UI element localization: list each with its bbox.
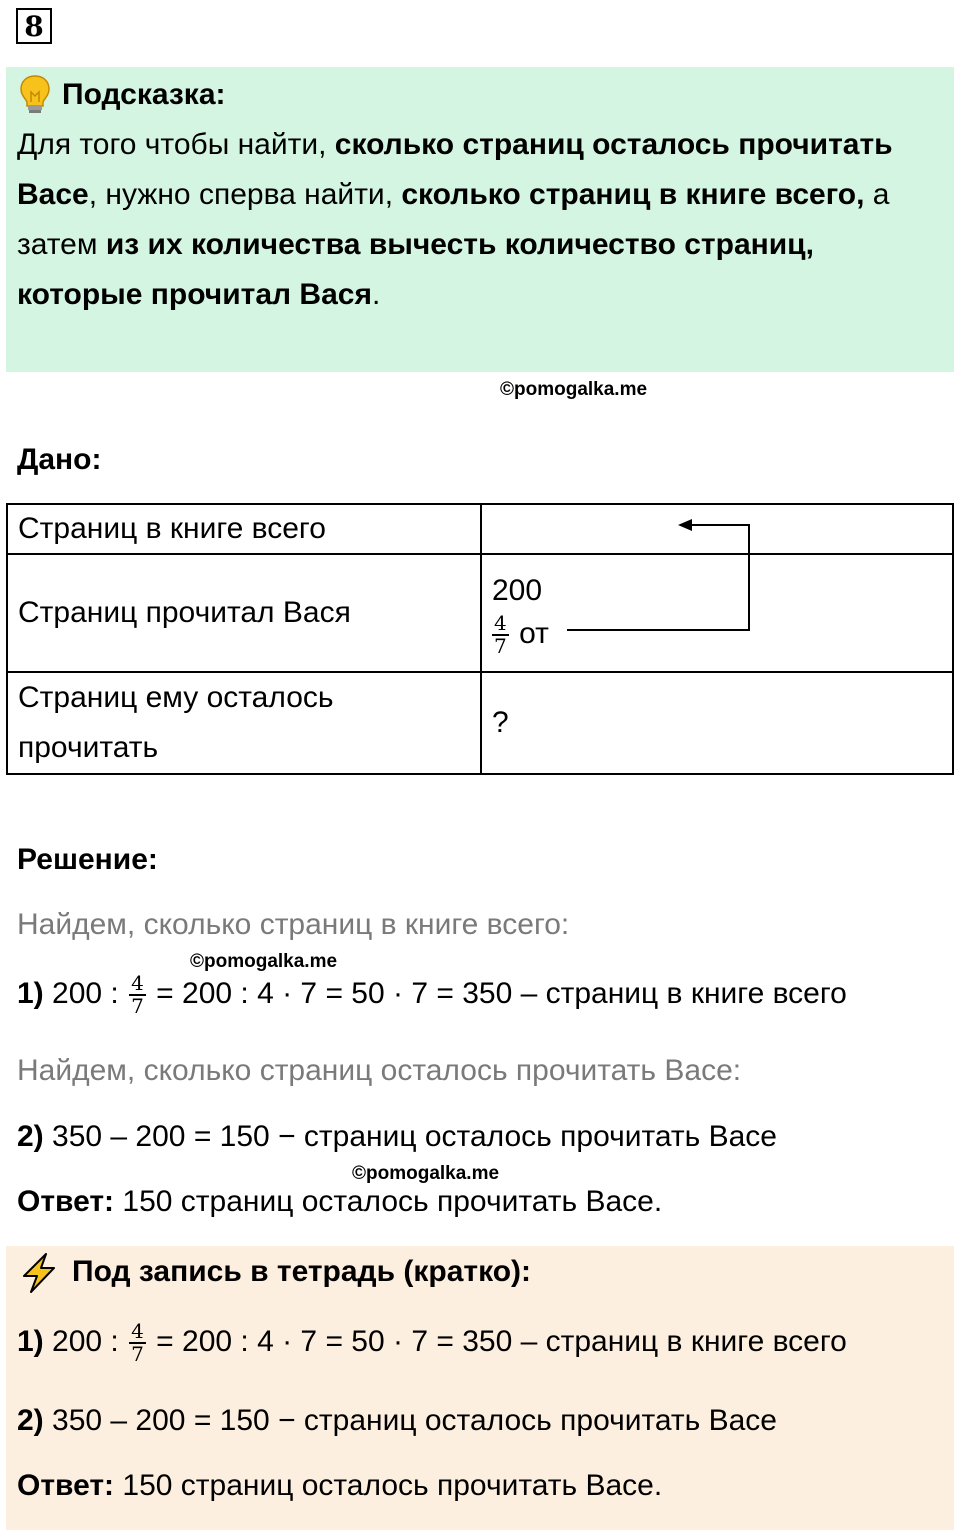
solution-intro-2: Найдем, сколько страниц осталось прочитать Васе: bbox=[17, 1054, 742, 1087]
given-title: Дано: bbox=[17, 443, 102, 476]
table-row bbox=[7, 672, 953, 774]
table-cell-label: Страниц в книге всего bbox=[7, 504, 481, 554]
notebook-answer: Ответ: 150 страниц осталось прочитать Васе. bbox=[17, 1469, 663, 1502]
watermark: ©pomogalka.me bbox=[500, 379, 648, 400]
solution-step-2: 2) 350 – 200 = 150 − страниц осталось прочитать Васе bbox=[17, 1120, 777, 1153]
fraction: $\frac{4}{7}$ bbox=[131, 971, 144, 1018]
pages-read-value: 200 bbox=[492, 574, 543, 607]
watermark: ©pomogalka.me bbox=[190, 951, 338, 972]
hint-text: Для того чтобы найти, сколько страниц осталось прочитать Васе, нужно сперва найти, сколько страниц в книге всего, а затем из их количества вычесть количество страниц, которые прочитал Вася. bbox=[17, 128, 893, 311]
lightning-icon bbox=[18, 1252, 60, 1294]
task-number: 8 bbox=[16, 8, 52, 44]
solution-intro-1: Найдем, сколько страниц в книге всего: bbox=[17, 908, 570, 941]
fraction: $\frac{4}{7}$ bbox=[131, 1319, 144, 1366]
table-row bbox=[7, 554, 953, 672]
hint-title: Подсказка: bbox=[62, 78, 226, 111]
solution-title: Решение: bbox=[17, 843, 158, 876]
notebook-title: Под запись в тетрадь (кратко): bbox=[72, 1255, 532, 1288]
table-row bbox=[7, 504, 953, 554]
solution-answer: Ответ: 150 страниц осталось прочитать Васе. bbox=[17, 1185, 663, 1218]
given-table bbox=[6, 503, 954, 775]
table-cell-label: Страниц ему осталось прочитать bbox=[7, 672, 481, 774]
notebook-step-1: 1) 200 : $\frac{4}{7}$ = 200 : 4 · 7 = 50 · 7 = 350 – страниц в книге всего bbox=[17, 1319, 847, 1366]
watermark: ©pomogalka.me bbox=[352, 1163, 500, 1184]
fraction: $\frac{4}{7}$ bbox=[494, 611, 507, 658]
arrow-connector bbox=[560, 512, 760, 637]
solution-step-1: 1) 200 : $\frac{4}{7}$ = 200 : 4 · 7 = 50 · 7 = 350 – страниц в книге всего bbox=[17, 971, 847, 1018]
lightbulb-icon bbox=[18, 74, 52, 116]
table-cell-label: Страниц прочитал Вася bbox=[7, 554, 481, 672]
notebook-step-2: 2) 350 – 200 = 150 − страниц осталось прочитать Васе bbox=[17, 1404, 777, 1437]
fraction-line: $\frac{4}{7}$ от bbox=[494, 611, 549, 658]
table-cell-value: ? bbox=[481, 672, 953, 774]
